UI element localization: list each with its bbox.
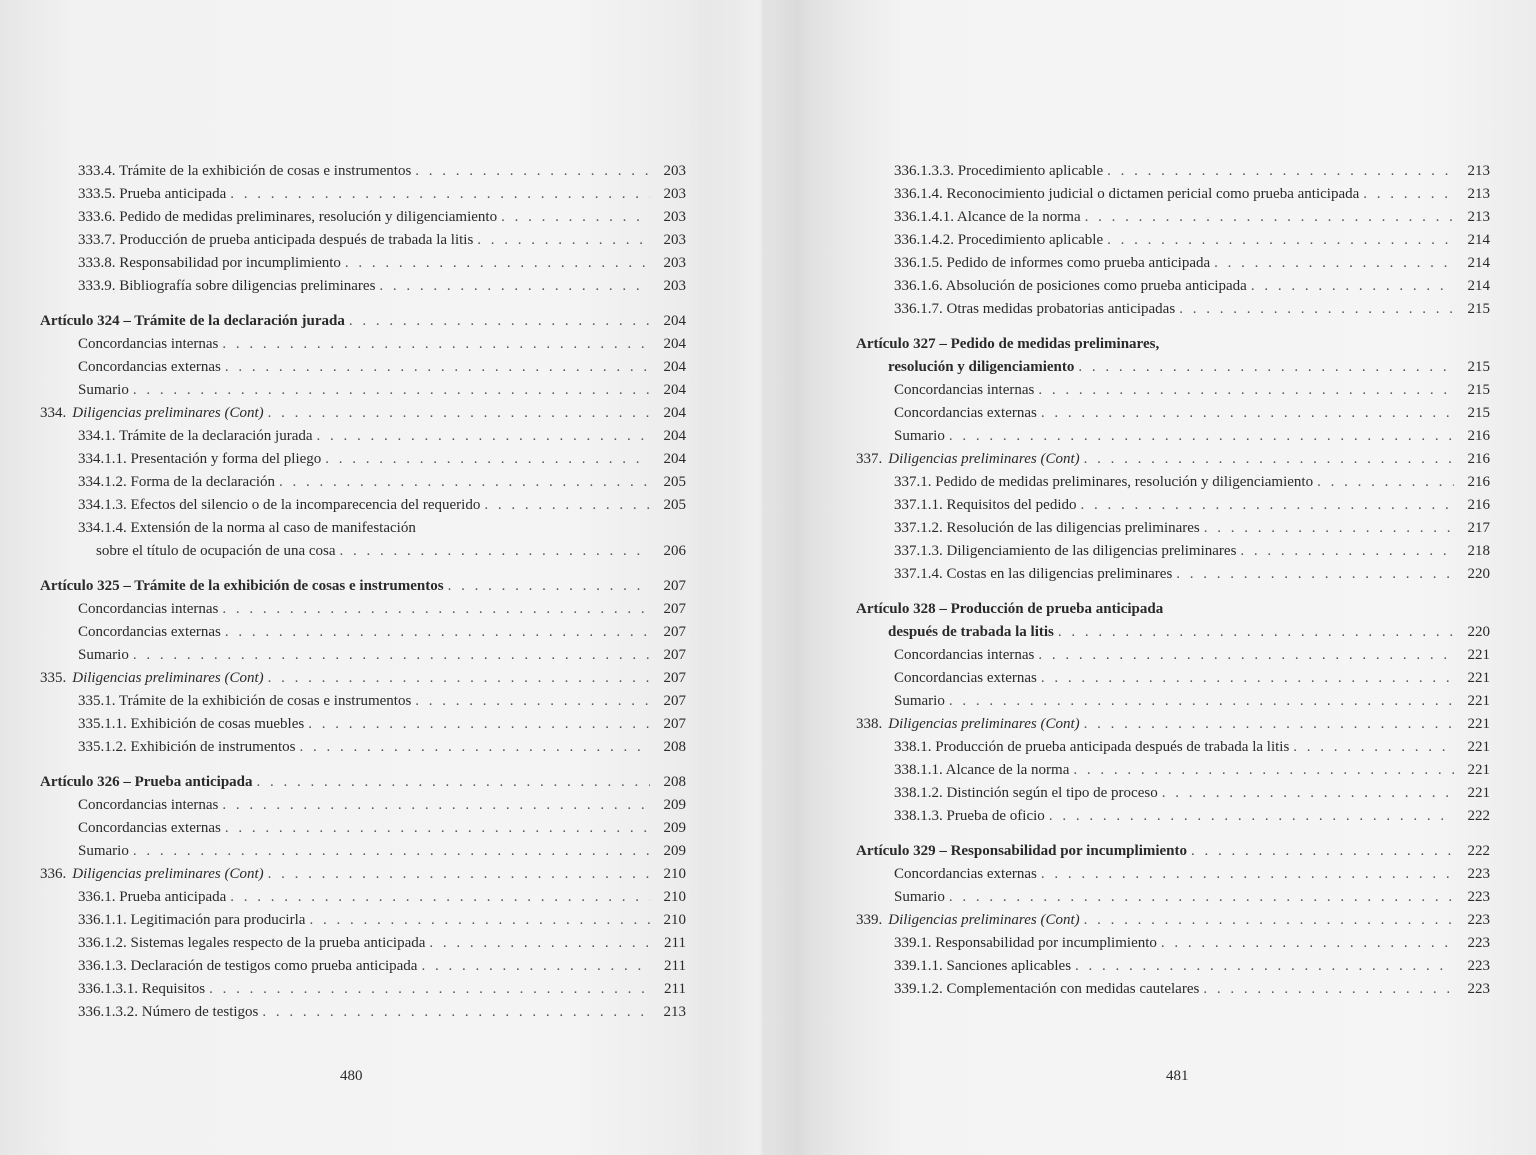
toc-entry — [40, 736, 686, 759]
toc-entry-text: 333.4. Trámite de la exhibición de cosas e instrumentos — [78, 163, 412, 179]
leader-dots — [268, 402, 650, 425]
toc-entry-text: Concordancias externas — [894, 866, 1037, 882]
leader-dots — [1293, 736, 1454, 759]
toc-entry-text: 334.1. Trámite de la declaración jurada — [78, 428, 313, 444]
toc-entry-text: Artículo 326 – Prueba anticipada — [40, 774, 253, 790]
toc-entry — [856, 494, 1490, 517]
leader-dots — [257, 771, 651, 794]
leader-dots — [1203, 978, 1454, 1001]
toc-entry-text: 337.1.3. Diligenciamiento de las diligencias preliminares — [894, 543, 1237, 559]
toc-page-number: 203 — [663, 186, 686, 202]
toc-page-number: 204 — [663, 313, 686, 329]
toc-entry-text: 335.1.1. Exhibición de cosas muebles — [78, 716, 305, 732]
toc-page-number: 217 — [1467, 520, 1490, 536]
leader-dots — [349, 310, 650, 333]
toc-entry — [856, 275, 1490, 298]
toc-page-number: 213 — [1467, 163, 1490, 179]
toc-entry — [856, 183, 1490, 206]
toc-entry-text: Concordancias internas — [894, 647, 1035, 663]
leader-dots — [1240, 540, 1454, 563]
toc-page-number: 211 — [664, 958, 686, 974]
toc-page-number: 223 — [1467, 935, 1490, 951]
toc-entry — [40, 494, 686, 517]
toc-entry — [856, 667, 1490, 690]
toc-entry-text: 333.8. Responsabilidad por incumplimiento — [78, 255, 341, 271]
leader-dots — [1084, 909, 1454, 932]
toc-article-heading — [40, 575, 686, 598]
leader-dots — [230, 183, 650, 206]
toc-page-number: 220 — [1467, 566, 1490, 582]
toc-entry-text: 339.1.2. Complementación con medidas cautelares — [894, 981, 1200, 997]
toc-entry-text: 333.9. Bibliografía sobre diligencias preliminares — [78, 278, 376, 294]
toc-entry-text: 336.1.3. Declaración de testigos como prueba anticipada — [78, 958, 418, 974]
toc-entry-text: Artículo 325 – Trámite de la exhibición de cosas e instrumentos — [40, 578, 444, 594]
toc-entry — [40, 621, 686, 644]
toc-entry-text: 336.1.1. Legitimación para producirla — [78, 912, 306, 928]
toc-page-number: 204 — [663, 336, 686, 352]
toc-section-heading — [856, 448, 1490, 471]
toc-entry — [856, 563, 1490, 586]
toc-page-number: 223 — [1467, 866, 1490, 882]
toc-entry — [856, 644, 1490, 667]
toc-page-number: 218 — [1467, 543, 1490, 559]
toc-page-number: 207 — [663, 693, 686, 709]
leader-dots — [1041, 402, 1454, 425]
toc-page-number: 203 — [663, 209, 686, 225]
toc-entry — [40, 794, 686, 817]
toc-page-number: 214 — [1467, 278, 1490, 294]
toc-entry — [40, 183, 686, 206]
toc-section-heading — [856, 909, 1490, 932]
toc-section-number: 339. — [856, 912, 883, 928]
toc-page-number: 213 — [1467, 209, 1490, 225]
leader-dots — [1107, 160, 1454, 183]
leader-dots — [222, 794, 650, 817]
toc-entry — [856, 782, 1490, 805]
toc-page-number: 221 — [1467, 762, 1490, 778]
toc-page-number: 216 — [1467, 451, 1490, 467]
leader-dots — [1081, 494, 1455, 517]
toc-entry — [40, 598, 686, 621]
leader-dots — [308, 713, 650, 736]
toc-page-number: 205 — [663, 474, 686, 490]
toc-entry-text: Diligencias preliminares (Cont) — [888, 451, 1080, 467]
leader-dots — [1161, 932, 1454, 955]
toc-entry — [856, 805, 1490, 828]
toc-entry-text: Diligencias preliminares (Cont) — [72, 405, 264, 421]
toc-entry — [40, 690, 686, 713]
toc-page-number: 203 — [663, 163, 686, 179]
toc-entry-text: 334.1.1. Presentación y forma del pliego — [78, 451, 322, 467]
toc-entry-text: Concordancias internas — [78, 336, 219, 352]
leader-dots — [1176, 563, 1454, 586]
toc-entry — [856, 932, 1490, 955]
toc-section-number: 337. — [856, 451, 883, 467]
toc-entry — [40, 817, 686, 840]
toc-entry-text: Artículo 328 – Producción de prueba anticipada — [856, 601, 1164, 617]
toc-entry-text: 335.1.2. Exhibición de instrumentos — [78, 739, 296, 755]
toc-entry — [856, 863, 1490, 886]
toc-page-number: 215 — [1467, 382, 1490, 398]
toc-entry — [40, 206, 686, 229]
leader-dots — [415, 160, 650, 183]
toc-page-number: 215 — [1467, 359, 1490, 375]
toc-entry — [856, 736, 1490, 759]
toc-page-number: 204 — [663, 382, 686, 398]
toc-page-number: 214 — [1467, 232, 1490, 248]
toc-article-heading — [856, 598, 1490, 644]
toc-entry — [40, 252, 686, 275]
toc-entry — [856, 517, 1490, 540]
toc-entry-text: Sumario — [78, 382, 129, 398]
leader-dots — [484, 494, 650, 517]
toc-page-number: 211 — [664, 981, 686, 997]
toc-entry-text: Sumario — [78, 647, 129, 663]
toc-entry-text: 334.1.4. Extensión de la norma al caso de manifestación — [78, 520, 416, 536]
toc-page-number: 223 — [1467, 912, 1490, 928]
toc-entry — [40, 978, 686, 1001]
leader-dots — [421, 955, 650, 978]
toc-entry-text: Sumario — [894, 889, 945, 905]
toc-article-heading — [40, 771, 686, 794]
toc-article-heading — [856, 840, 1490, 863]
toc-page-number: 209 — [663, 843, 686, 859]
leader-dots — [1179, 298, 1454, 321]
leader-dots — [1084, 713, 1454, 736]
toc-entry-text: 334.1.2. Forma de la declaración — [78, 474, 276, 490]
toc-entry — [856, 252, 1490, 275]
leader-dots — [225, 817, 650, 840]
toc-entry-text: Concordancias externas — [894, 405, 1037, 421]
toc-entry — [40, 333, 686, 356]
toc-entry-text: Artículo 329 – Responsabilidad por incumplimiento — [856, 843, 1188, 859]
leader-dots — [1363, 183, 1454, 206]
toc-page-number: 207 — [663, 578, 686, 594]
toc-entry — [40, 471, 686, 494]
leader-dots — [340, 540, 650, 563]
toc-entry-text-continued: sobre el título de ocupación de una cosa — [96, 543, 336, 559]
leader-dots — [325, 448, 650, 471]
leader-dots — [268, 667, 650, 690]
leader-dots — [262, 1001, 650, 1024]
toc-entry-text: 334.1.3. Efectos del silencio o de la incomparecencia del requerido — [78, 497, 481, 513]
toc-page-number: 210 — [663, 912, 686, 928]
toc-page-number: 221 — [1467, 739, 1490, 755]
toc-entry-text: 336.1.6. Absolución de posiciones como prueba anticipada — [894, 278, 1247, 294]
toc-entry — [40, 448, 686, 471]
toc-page-number: 209 — [663, 797, 686, 813]
toc-entry-text: 339.1. Responsabilidad por incumplimiento — [894, 935, 1157, 951]
leader-dots — [1162, 782, 1454, 805]
toc-entry-text: 336.1.5. Pedido de informes como prueba anticipada — [894, 255, 1211, 271]
leader-dots — [317, 425, 650, 448]
toc-page-number: 216 — [1467, 497, 1490, 513]
toc-page-number: 207 — [663, 670, 686, 686]
leader-dots — [225, 621, 650, 644]
toc-entry-text: Concordancias internas — [894, 382, 1035, 398]
toc-page-number: 210 — [663, 889, 686, 905]
leader-dots — [230, 886, 650, 909]
toc-page-number: 223 — [1467, 889, 1490, 905]
page-number-right: 481 — [1166, 1068, 1189, 1084]
leader-dots — [1038, 379, 1454, 402]
toc-entry-text: Concordancias internas — [78, 601, 219, 617]
toc-page-number: 214 — [1467, 255, 1490, 271]
leader-dots — [279, 471, 650, 494]
toc-entry-text: 338.1.3. Prueba de oficio — [894, 808, 1045, 824]
toc-entry-text: 336.1.4.2. Procedimiento aplicable — [894, 232, 1104, 248]
leader-dots — [1084, 448, 1454, 471]
toc-entry-text: 338.1.1. Alcance de la norma — [894, 762, 1070, 778]
toc-entry — [856, 379, 1490, 402]
toc-entry-text: 336.1.3.3. Procedimiento aplicable — [894, 163, 1104, 179]
leader-dots — [1191, 840, 1454, 863]
toc-entry — [856, 759, 1490, 782]
leader-dots — [949, 690, 1454, 713]
toc-entry-text: 337.1. Pedido de medidas preliminares, resolución y diligenciamiento — [894, 474, 1314, 490]
toc-page-number: 220 — [1467, 624, 1490, 640]
leader-dots — [429, 932, 650, 955]
toc-entry-text: 333.7. Producción de prueba anticipada después de trabada la litis — [78, 232, 474, 248]
left-page — [0, 0, 762, 1155]
toc-entry-text: 336.1.4. Reconocimiento judicial o dictamen pericial como prueba anticipada — [894, 186, 1360, 202]
toc-entry — [856, 425, 1490, 448]
toc-page-number: 223 — [1467, 958, 1490, 974]
leader-dots — [299, 736, 650, 759]
toc-entry-text: Concordancias internas — [78, 797, 219, 813]
toc-entry — [40, 379, 686, 402]
toc-entry — [40, 713, 686, 736]
leader-dots — [1073, 759, 1454, 782]
toc-page-number: 207 — [663, 647, 686, 663]
toc-entry-text: Concordancias externas — [78, 359, 221, 375]
leader-dots — [379, 275, 650, 298]
toc-page-number: 221 — [1467, 693, 1490, 709]
leader-dots — [133, 840, 650, 863]
toc-page-number: 221 — [1467, 785, 1490, 801]
toc-entry-text: 337.1.1. Requisitos del pedido — [894, 497, 1077, 513]
toc-entry — [40, 160, 686, 183]
toc-page-number: 213 — [663, 1004, 686, 1020]
toc-entry — [40, 517, 686, 563]
toc-entry-text: Sumario — [894, 693, 945, 709]
toc-section-heading — [40, 667, 686, 690]
leader-dots — [1075, 955, 1454, 978]
toc-entry-text: 338.1. Producción de prueba anticipada después de trabada la litis — [894, 739, 1290, 755]
toc-article-heading — [40, 310, 686, 333]
toc-entry — [856, 955, 1490, 978]
toc-entry — [40, 840, 686, 863]
leader-dots — [345, 252, 650, 275]
toc-entry-text: 335.1. Trámite de la exhibición de cosas e instrumentos — [78, 693, 412, 709]
toc-page-number: 203 — [663, 232, 686, 248]
toc-entry — [856, 206, 1490, 229]
leader-dots — [1317, 471, 1454, 494]
toc-section-heading — [40, 863, 686, 886]
table-of-contents-left — [40, 160, 686, 1024]
toc-entry-text: Diligencias preliminares (Cont) — [72, 670, 264, 686]
leader-dots — [949, 886, 1454, 909]
toc-entry — [40, 356, 686, 379]
toc-entry — [40, 229, 686, 252]
toc-entry — [40, 909, 686, 932]
leader-dots — [225, 356, 650, 379]
toc-entry-text: Concordancias externas — [78, 624, 221, 640]
toc-entry-text: 337.1.4. Costas en las diligencias preliminares — [894, 566, 1173, 582]
toc-section-heading — [856, 713, 1490, 736]
toc-entry — [40, 1001, 686, 1024]
toc-page-number: 207 — [663, 716, 686, 732]
toc-page-number: 215 — [1467, 301, 1490, 317]
toc-entry-text: 333.6. Pedido de medidas preliminares, resolución y diligenciamiento — [78, 209, 498, 225]
toc-entry-text: 338.1.2. Distinción según el tipo de proceso — [894, 785, 1158, 801]
toc-entry — [40, 955, 686, 978]
toc-section-number: 336. — [40, 866, 67, 882]
toc-entry — [40, 275, 686, 298]
toc-entry — [856, 402, 1490, 425]
toc-entry-text: 336.1.3.1. Requisitos — [78, 981, 206, 997]
toc-page-number: 215 — [1467, 405, 1490, 421]
toc-page-number: 203 — [663, 255, 686, 271]
toc-entry-text: Diligencias preliminares (Cont) — [888, 716, 1080, 732]
toc-page-number: 204 — [663, 359, 686, 375]
toc-section-number: 335. — [40, 670, 67, 686]
leader-dots — [1038, 644, 1454, 667]
toc-entry-text: 336.1.4.1. Alcance de la norma — [894, 209, 1081, 225]
toc-entry — [856, 540, 1490, 563]
leader-dots — [133, 379, 650, 402]
toc-page-number: 208 — [663, 739, 686, 755]
toc-entry-text: 336.1.7. Otras medidas probatorias anticipadas — [894, 301, 1176, 317]
toc-page-number: 205 — [663, 497, 686, 513]
toc-entry — [40, 932, 686, 955]
toc-entry — [856, 229, 1490, 252]
toc-entry-text: Diligencias preliminares (Cont) — [888, 912, 1080, 928]
toc-page-number: 207 — [663, 624, 686, 640]
toc-section-number: 338. — [856, 716, 883, 732]
toc-entry — [856, 690, 1490, 713]
toc-entry-text-continued: resolución y diligenciamiento — [888, 359, 1075, 375]
toc-page-number: 222 — [1467, 808, 1490, 824]
toc-page-number: 206 — [663, 543, 686, 559]
toc-entry-text: 336.1.2. Sistemas legales respecto de la prueba anticipada — [78, 935, 426, 951]
toc-page-number: 210 — [663, 866, 686, 882]
leader-dots — [1058, 621, 1454, 644]
toc-page-number: 221 — [1467, 716, 1490, 732]
page-number-left: 480 — [340, 1068, 363, 1084]
toc-page-number: 208 — [663, 774, 686, 790]
toc-page-number: 221 — [1467, 647, 1490, 663]
toc-entry-text: 333.5. Prueba anticipada — [78, 186, 227, 202]
leader-dots — [222, 598, 650, 621]
toc-entry-text: 337.1.2. Resolución de las diligencias preliminares — [894, 520, 1200, 536]
leader-dots — [1251, 275, 1454, 298]
toc-entry-text: Concordancias externas — [894, 670, 1037, 686]
toc-page-number: 213 — [1467, 186, 1490, 202]
leader-dots — [1214, 252, 1454, 275]
toc-page-number: 223 — [1467, 981, 1490, 997]
toc-entry — [856, 886, 1490, 909]
leader-dots — [448, 575, 650, 598]
toc-entry — [40, 425, 686, 448]
toc-page-number: 203 — [663, 278, 686, 294]
toc-page-number: 209 — [663, 820, 686, 836]
leader-dots — [501, 206, 650, 229]
toc-entry — [40, 886, 686, 909]
table-of-contents-right — [856, 160, 1490, 1001]
toc-entry — [40, 644, 686, 667]
toc-page-number: 216 — [1467, 428, 1490, 444]
toc-page-number: 204 — [663, 451, 686, 467]
leader-dots — [1085, 206, 1454, 229]
leader-dots — [1041, 667, 1454, 690]
toc-section-number: 334. — [40, 405, 67, 421]
leader-dots — [268, 863, 650, 886]
leader-dots — [209, 978, 650, 1001]
toc-entry-text: Artículo 324 – Trámite de la declaración jurada — [40, 313, 345, 329]
toc-page-number: 204 — [663, 428, 686, 444]
leader-dots — [1204, 517, 1454, 540]
toc-entry-text: 336.1.3.2. Número de testigos — [78, 1004, 259, 1020]
toc-section-heading — [40, 402, 686, 425]
toc-page-number: 204 — [663, 405, 686, 421]
leader-dots — [477, 229, 650, 252]
toc-article-heading — [856, 333, 1490, 379]
leader-dots — [415, 690, 650, 713]
leader-dots — [133, 644, 650, 667]
toc-page-number: 207 — [663, 601, 686, 617]
toc-page-number: 221 — [1467, 670, 1490, 686]
toc-entry-text: 336.1. Prueba anticipada — [78, 889, 227, 905]
leader-dots — [1041, 863, 1454, 886]
toc-entry-text: Sumario — [894, 428, 945, 444]
toc-entry-text: Concordancias externas — [78, 820, 221, 836]
leader-dots — [1049, 805, 1454, 828]
leader-dots — [949, 425, 1454, 448]
toc-page-number: 216 — [1467, 474, 1490, 490]
toc-entry — [856, 160, 1490, 183]
toc-entry-text: Artículo 327 – Pedido de medidas preliminares, — [856, 336, 1160, 352]
toc-entry-text: Sumario — [78, 843, 129, 859]
leader-dots — [1078, 356, 1454, 379]
toc-entry — [856, 978, 1490, 1001]
toc-entry-text: Diligencias preliminares (Cont) — [72, 866, 264, 882]
leader-dots — [222, 333, 650, 356]
toc-entry-text: 339.1.1. Sanciones aplicables — [894, 958, 1072, 974]
toc-page-number: 211 — [664, 935, 686, 951]
toc-entry-text-continued: después de trabada la litis — [888, 624, 1054, 640]
leader-dots — [309, 909, 650, 932]
toc-entry — [856, 298, 1490, 321]
right-page — [762, 0, 1536, 1155]
leader-dots — [1107, 229, 1454, 252]
toc-page-number: 222 — [1467, 843, 1490, 859]
toc-entry — [856, 471, 1490, 494]
